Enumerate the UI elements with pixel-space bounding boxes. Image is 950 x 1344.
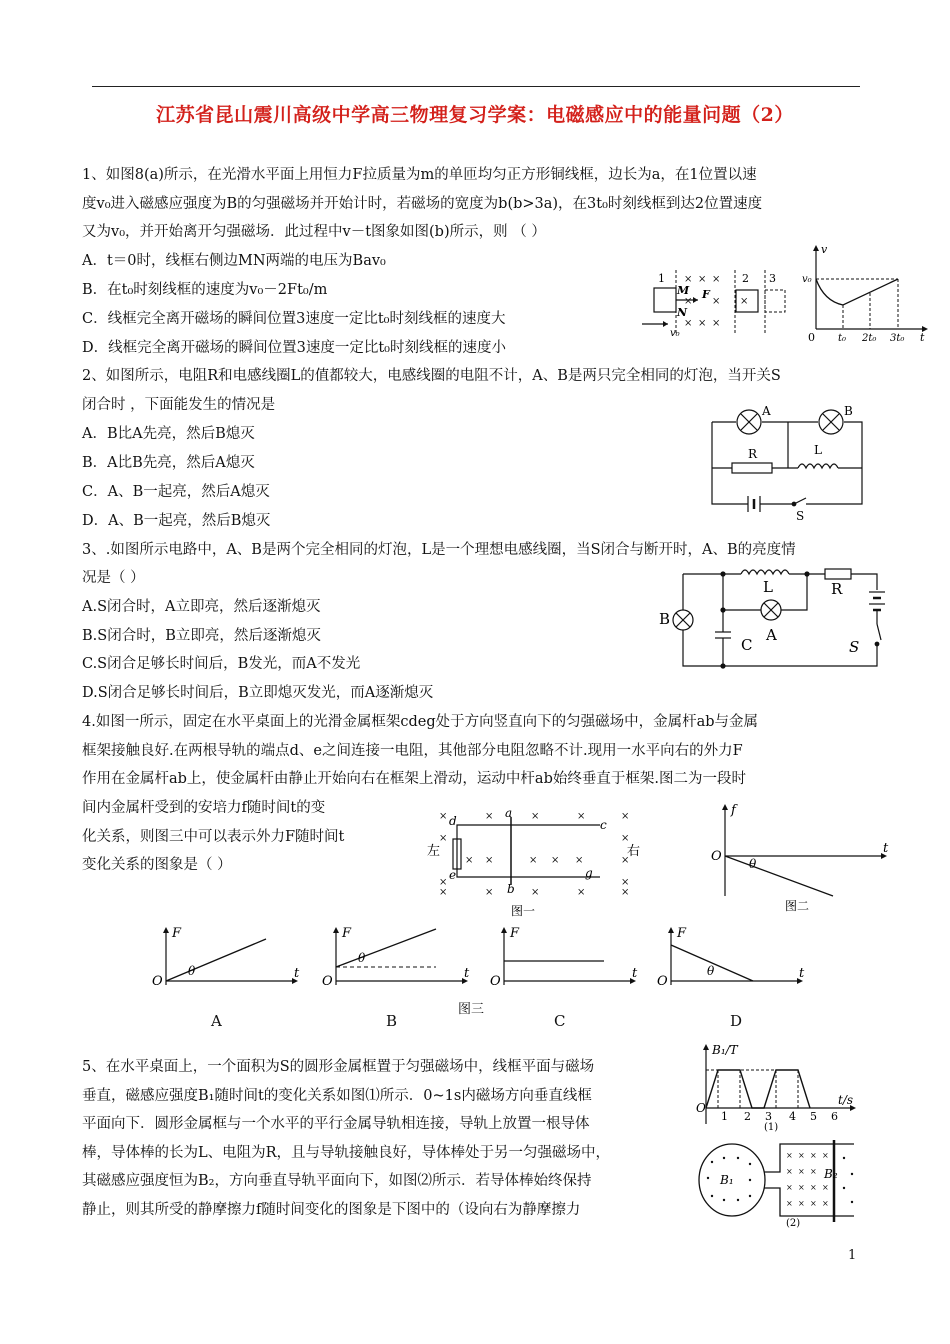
- svg-text:×: ×: [810, 1183, 817, 1192]
- q4-fig2-axis-t: t: [883, 841, 889, 856]
- q4-fig2-caption: 图二: [785, 899, 810, 913]
- q4-fig1-right-label: 右: [627, 844, 641, 859]
- q5-fig2-b2: B₂: [824, 1167, 838, 1181]
- fig-b-v0: v₀: [802, 274, 812, 285]
- q3-circuit-figure: [655, 562, 895, 672]
- svg-text:×: ×: [798, 1199, 805, 1208]
- q4-fig1-a: a: [505, 806, 513, 820]
- svg-text:×: ×: [798, 1183, 805, 1192]
- q4-fig3-caption: 图三: [458, 1002, 485, 1017]
- svg-text:×: ×: [551, 855, 560, 866]
- graph-a-theta: θ: [188, 964, 196, 978]
- q4-fig1-g: g: [585, 866, 593, 880]
- q2-line: 闭合时 ，下面能发生的情况是: [82, 397, 276, 413]
- graph-a-axis-t: t: [294, 966, 300, 981]
- fig-b-2t0: 2t₀: [862, 333, 877, 344]
- q2-switch-label: S: [796, 509, 805, 523]
- svg-text:×: ×: [439, 887, 448, 898]
- svg-text:×: ×: [531, 887, 540, 898]
- q4-fig1-b: b: [507, 882, 515, 896]
- svg-text:×: ×: [786, 1167, 793, 1176]
- fig-b-t0: t₀: [838, 333, 847, 344]
- graph-c-axis-t: t: [632, 966, 638, 981]
- q5-line: 5、在水平桌面上，一个面积为S的圆形金属框置于匀强磁场中，线框平面与磁场: [82, 1059, 595, 1075]
- svg-text:×: ×: [621, 811, 630, 822]
- graph-d-axis-f: F: [677, 926, 687, 941]
- q2-lamp-b-label: B: [844, 404, 853, 418]
- svg-text:×: ×: [822, 1183, 829, 1192]
- q5-fig1-caption: (1): [764, 1122, 779, 1133]
- q4-choice-b: B: [386, 1012, 398, 1030]
- q3-line: 况是（ ）: [82, 570, 145, 586]
- q4-fig1-e: e: [449, 868, 457, 882]
- q3-inductor-label: L: [763, 578, 773, 596]
- q4-fig1-left-label: 左: [427, 844, 441, 859]
- fig-a-label-3: 3: [769, 272, 776, 285]
- svg-text:×: ×: [485, 855, 494, 866]
- q2-option: B．A比B先亮，然后A熄灭: [82, 455, 255, 471]
- q5-fig1-axis-y: B₁/T: [712, 1043, 738, 1057]
- q5-fig1-origin: O: [696, 1101, 706, 1115]
- q1-option: B．在t₀时刻线框的速度为v₀－2Ft₀/m: [82, 282, 328, 298]
- svg-text:×: ×: [684, 296, 693, 307]
- fig-a-label-n: N: [677, 306, 688, 319]
- q1-option: D．线框完全离开磁场的瞬间位置3速度一定比t₀时刻线框的速度小: [82, 340, 506, 356]
- q4-line: 作用在金属杆ab上，使金属杆由静止开始向右在框架上滑动，运动中杆ab始终垂直于框架.图二为一段时: [82, 771, 746, 787]
- q2-inductor-label: L: [814, 443, 822, 457]
- fig-b-origin: 0: [808, 331, 815, 344]
- q5-fig1-tick: 3: [765, 1110, 772, 1123]
- svg-text:×: ×: [684, 274, 693, 285]
- q4-line: 框架接触良好.在两根导轨的端点d、e之间连接一电阻，其他部分电阻忽略不计.现用一水平向右的外力F: [82, 743, 743, 759]
- svg-text:×: ×: [786, 1183, 793, 1192]
- q1-option: A．t＝0时，线框右侧边MN两端的电压为Bav₀: [82, 253, 386, 269]
- page-title: 江苏省昆山震川高级中学高三物理复习学案：电磁感应中的能量问题（2）: [156, 104, 794, 126]
- svg-text:×: ×: [798, 1167, 805, 1176]
- q2-option: C．A、B一起亮，然后A熄灭: [82, 484, 270, 500]
- graph-d-theta: θ: [707, 964, 715, 978]
- graph-c-axis-f: F: [510, 926, 520, 941]
- q2-resistor-label: R: [748, 447, 758, 461]
- q4-graph-b: [320, 925, 480, 990]
- q5-line: 其磁感应强度恒为B₂，方向垂直导轨平面向下，如图⑵所示．若导体棒始终保持: [82, 1173, 592, 1189]
- svg-text:×: ×: [485, 887, 494, 898]
- q3-resistor-label: R: [831, 580, 843, 598]
- fig-a-label-1: 1: [658, 272, 665, 285]
- q1-option: C．线框完全离开磁场的瞬间位置3速度一定比t₀时刻线框的速度大: [82, 311, 506, 327]
- q4-line: 4.如图一所示，固定在水平桌面上的光滑金属框架cdeg处于方向竖直向下的匀强磁场中，金属杆ab与金属: [82, 714, 759, 730]
- svg-text:×: ×: [810, 1151, 817, 1160]
- svg-text:×: ×: [786, 1199, 793, 1208]
- q5-fig1-tick: 1: [721, 1110, 728, 1123]
- q5-fig1-tick: 6: [831, 1110, 838, 1123]
- svg-text:×: ×: [621, 887, 630, 898]
- graph-d-origin: O: [657, 974, 668, 989]
- fig-b-axis-v: v: [821, 243, 828, 256]
- svg-text:×: ×: [698, 274, 707, 285]
- q4-fig1-d: d: [449, 814, 457, 828]
- q5-fig1-tick: 5: [810, 1110, 817, 1123]
- q2-circuit-figure: [710, 402, 870, 522]
- q2-line: 2、如图所示，电阻R和电感线圈L的值都较大，电感线圈的电阻不计，A、B是两只完全相同的灯泡，当开关S: [82, 368, 781, 384]
- q5-line: 垂直，磁感应强度B₁随时间t的变化关系如图⑴所示．0~1s内磁场方向垂直线框: [82, 1088, 592, 1104]
- q4-figure-1: [425, 805, 655, 917]
- q4-line: 间内金属杆受到的安培力f随时间t的变: [82, 800, 326, 816]
- svg-text:×: ×: [439, 811, 448, 822]
- svg-text:×: ×: [822, 1151, 829, 1160]
- fig-a-label-m: M: [677, 284, 690, 297]
- q2-lamp-a-label: A: [762, 404, 771, 418]
- q4-fig1-caption: 图一: [511, 904, 536, 918]
- q5-line: 平面向下．圆形金属框与一个水平的平行金属导轨相连接，导轨上放置一根导体: [82, 1116, 590, 1132]
- q3-option: D.S闭合足够长时间后，B立即熄灭发光，而A逐渐熄灭: [82, 685, 434, 701]
- q4-choice-a: A: [211, 1012, 222, 1030]
- header-rule: [92, 86, 860, 87]
- q5-fig1-tick: 4: [789, 1110, 796, 1123]
- q3-lamp-a-label: A: [766, 626, 777, 644]
- q5-fig2-caption: (2): [786, 1218, 801, 1229]
- q4-graph-c: [488, 925, 648, 990]
- q3-line: 3、.如图所示电路中，A、B是两个完全相同的灯泡，L是一个理想电感线圈，当S闭合与断开时，A、B的亮度情: [82, 542, 796, 558]
- svg-text:×: ×: [531, 811, 540, 822]
- q5-fig1-axis-x: t/s: [838, 1093, 854, 1107]
- q4-figure-2: [705, 800, 895, 918]
- q1-figure-a: [640, 268, 790, 340]
- q4-line: 化关系，则图三中可以表示外力F随时间t: [82, 829, 345, 845]
- svg-text:×: ×: [712, 318, 721, 329]
- q5-fig2-b1: B₁: [720, 1173, 734, 1187]
- svg-text:×: ×: [485, 811, 494, 822]
- svg-text:×: ×: [810, 1167, 817, 1176]
- svg-text:×: ×: [621, 855, 630, 866]
- q2-option: A．B比A先亮，然后B熄灭: [82, 426, 255, 442]
- svg-text:×: ×: [529, 855, 538, 866]
- svg-text:×: ×: [810, 1199, 817, 1208]
- svg-text:×: ×: [684, 318, 693, 329]
- svg-text:×: ×: [621, 833, 630, 844]
- q1-line: 度v₀进入磁感应强度为B的匀强磁场并开始计时，若磁场的宽度为b(b>3a)，在3t₀时刻线框到达2位置速度: [82, 196, 763, 212]
- svg-text:×: ×: [822, 1199, 829, 1208]
- q5-line: 静止，则其所受的静摩擦力f随时间变化的图象是下图中的（设向右为静摩擦力: [82, 1202, 581, 1218]
- graph-b-axis-t: t: [464, 966, 470, 981]
- q4-line: 变化关系的图象是（ ）: [82, 857, 232, 873]
- q3-option: A.S闭合时，A立即亮，然后逐渐熄灭: [82, 599, 321, 615]
- graph-b-origin: O: [322, 974, 333, 989]
- q4-fig2-origin: O: [711, 849, 722, 864]
- q4-choice-d: D: [730, 1012, 743, 1030]
- svg-text:×: ×: [712, 274, 721, 285]
- q5-fig1-tick: 2: [744, 1110, 751, 1123]
- svg-text:×: ×: [465, 855, 474, 866]
- graph-a-origin: O: [152, 974, 163, 989]
- graph-b-axis-f: F: [342, 926, 352, 941]
- fig-a-label-2: 2: [742, 272, 749, 285]
- q3-capacitor-label: C: [741, 636, 753, 654]
- q5-line: 棒，导体棒的长为L、电阻为R，且与导轨接触良好，导体棒处于另一匀强磁场中，: [82, 1145, 611, 1161]
- svg-text:×: ×: [798, 1151, 805, 1160]
- q4-fig1-c: c: [600, 818, 607, 832]
- q5-figure-2: [694, 1138, 864, 1230]
- q3-switch-label: S: [849, 638, 860, 656]
- q1-line: 又为v₀，并开始离开匀强磁场．此过程中v－t图象如图(b)所示，则 （ ）: [82, 224, 546, 240]
- q1-line: 1、如图8(a)所示，在光滑水平面上用恒力F拉质量为m的单匝均匀正方形铜线框，边长为a，在1位置以速: [82, 167, 757, 183]
- fig-b-axis-t: t: [920, 331, 925, 344]
- q5-figure-1: [694, 1038, 864, 1132]
- svg-text:×: ×: [712, 296, 721, 307]
- fig-a-label-v0: v₀: [670, 328, 680, 339]
- svg-text:×: ×: [439, 833, 448, 844]
- svg-text:×: ×: [439, 877, 448, 888]
- graph-a-axis-f: F: [172, 926, 182, 941]
- q4-graph-a: [150, 925, 310, 990]
- q4-fig2-axis-f: f: [731, 803, 736, 818]
- q3-option: C.S闭合足够长时间后，B发光，而A不发光: [82, 656, 361, 672]
- svg-text:×: ×: [577, 811, 586, 822]
- graph-b-theta: θ: [358, 951, 366, 965]
- svg-text:×: ×: [740, 296, 749, 307]
- q1-figure-b: [802, 243, 932, 343]
- svg-text:×: ×: [786, 1151, 793, 1160]
- graph-c-origin: O: [490, 974, 501, 989]
- q4-graph-d: [655, 925, 815, 990]
- fig-b-3t0: 3t₀: [890, 333, 905, 344]
- q4-fig2-theta: θ: [749, 857, 757, 871]
- svg-text:×: ×: [621, 877, 630, 888]
- svg-text:×: ×: [698, 318, 707, 329]
- q3-option: B.S闭合时，B立即亮，然后逐渐熄灭: [82, 628, 321, 644]
- q4-choice-c: C: [554, 1012, 566, 1030]
- graph-d-axis-t: t: [799, 966, 805, 981]
- svg-text:×: ×: [577, 887, 586, 898]
- svg-text:×: ×: [575, 855, 584, 866]
- q2-option: D．A、B一起亮，然后B熄灭: [82, 513, 271, 529]
- page-number: 1: [848, 1248, 857, 1263]
- fig-a-label-f: F: [702, 288, 710, 301]
- q3-lamp-b-label: B: [659, 610, 671, 628]
